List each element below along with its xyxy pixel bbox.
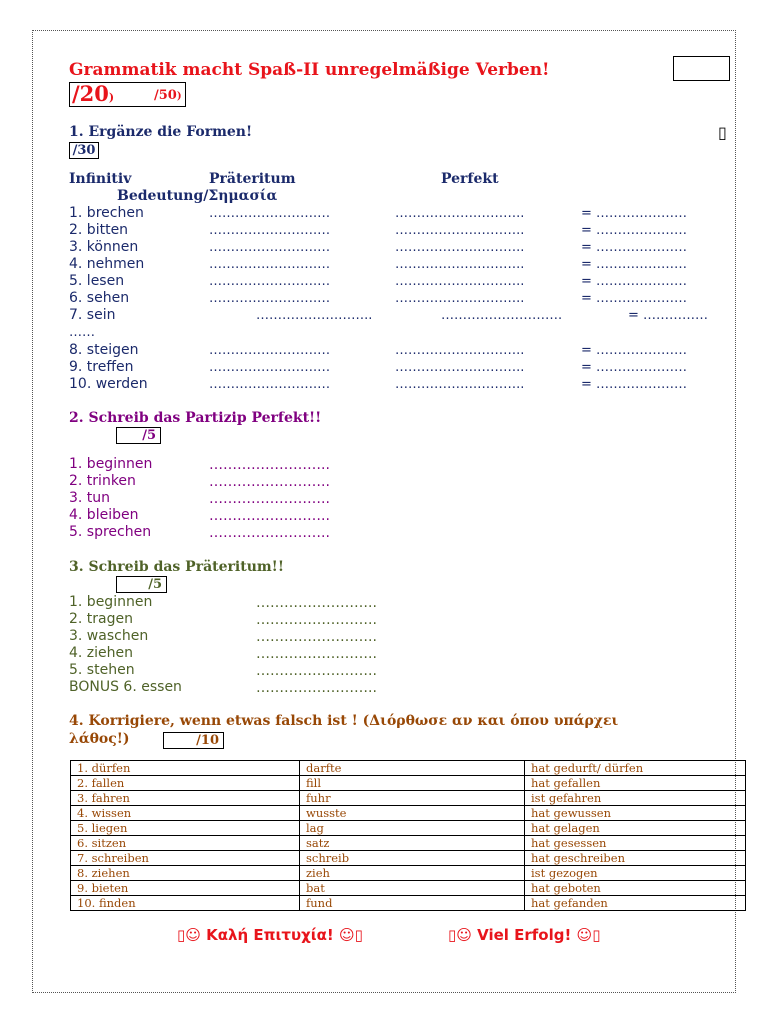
table-cell[interactable]: wusste <box>300 806 525 821</box>
score-small: /50) <box>154 88 182 103</box>
answer-field[interactable]: …………………….… <box>209 291 331 306</box>
verb-label: 2. tragen <box>69 611 134 627</box>
section3-heading: 3. Schreib das Präteritum!! <box>69 559 284 575</box>
table-cell[interactable]: darfte <box>300 761 525 776</box>
answer-field[interactable]: ……………….……….. <box>395 343 525 358</box>
total-score-box <box>69 82 186 107</box>
answer-field[interactable]: …………………….. <box>209 474 330 490</box>
answer-field[interactable]: = ………………… <box>581 257 688 272</box>
answer-field[interactable]: ……………….…….. <box>256 308 373 323</box>
answer-field[interactable]: ……………….……….. <box>395 360 525 375</box>
answer-field[interactable]: …………………….… <box>209 343 331 358</box>
verb-label: 5. sprechen <box>69 524 152 540</box>
answer-field[interactable]: …………………….… <box>209 257 331 272</box>
table-row <box>71 896 746 911</box>
table-cell[interactable]: 5. liegen <box>71 821 300 836</box>
answer-field[interactable]: …… <box>69 325 95 340</box>
table-cell[interactable]: satz <box>300 836 525 851</box>
footer-greek: ▯☺ Καλή Επιτυχία! ☺▯ <box>177 926 363 944</box>
table-cell[interactable]: 2. fallen <box>71 776 300 791</box>
table-cell[interactable]: fund <box>300 896 525 911</box>
col-infinitiv: Infinitiv <box>69 171 132 187</box>
answer-field[interactable]: ……………….……….. <box>395 291 525 306</box>
answer-field[interactable]: = ………………… <box>581 206 688 221</box>
answer-field[interactable]: …………………….. <box>256 663 377 679</box>
table-row <box>71 806 746 821</box>
verb-sein: 7. sein <box>69 307 116 323</box>
section2-heading: 2. Schreib das Partizip Perfekt!! <box>69 410 322 426</box>
name-box[interactable] <box>673 56 730 81</box>
table-cell[interactable]: hat geschreiben <box>525 851 746 866</box>
answer-field[interactable]: …………………….. <box>256 629 377 645</box>
table-cell[interactable]: hat gefallen <box>525 776 746 791</box>
answer-field[interactable]: …………………….… <box>209 274 331 289</box>
answer-field[interactable]: …………………….. <box>209 491 330 507</box>
answer-field[interactable]: = ………………… <box>581 223 688 238</box>
table-row <box>71 866 746 881</box>
answer-field[interactable]: …………………….… <box>209 360 331 375</box>
table-row <box>71 881 746 896</box>
answer-field[interactable]: …………………….. <box>209 525 330 541</box>
col-bedeutung: Bedeutung/Σημασία <box>117 188 278 204</box>
answer-field[interactable]: …………………….. <box>256 595 377 611</box>
section4-heading-line1: 4. Korrigiere, wenn etwas falsch ist ! (Διόρθωσε αν και όπου υπάρχει <box>69 713 619 729</box>
section1-points: /30 <box>69 142 99 159</box>
table-cell[interactable]: bat <box>300 881 525 896</box>
page-title: Grammatik macht Spaß-II unregelmäßige Verben! <box>69 60 550 80</box>
table-row <box>71 821 746 836</box>
verb-label: 8. steigen <box>69 342 139 358</box>
table-cell[interactable]: 10. finden <box>71 896 300 911</box>
answer-field[interactable]: ……………….……….. <box>395 377 525 392</box>
table-row <box>71 836 746 851</box>
verb-label: 4. ziehen <box>69 645 134 661</box>
missing-glyph-icon: ▯ <box>718 123 727 142</box>
col-perfekt: Perfekt <box>441 171 499 187</box>
verb-label: 3. tun <box>69 490 111 506</box>
answer-field[interactable]: ……………….……….. <box>395 223 525 238</box>
answer-field[interactable]: …………………….… <box>209 206 331 221</box>
verb-label: 5. lesen <box>69 273 125 289</box>
table-cell[interactable]: 3. fahren <box>71 791 300 806</box>
table-cell[interactable]: fuhr <box>300 791 525 806</box>
table-cell[interactable]: hat gelagen <box>525 821 746 836</box>
col-praeteritum: Präteritum <box>209 171 296 187</box>
table-cell[interactable]: hat geboten <box>525 881 746 896</box>
answer-field[interactable]: …………………….… <box>209 223 331 238</box>
answer-field[interactable]: ……………….……….. <box>395 257 525 272</box>
verb-label: 3. waschen <box>69 628 149 644</box>
verb-label: 6. sehen <box>69 290 130 306</box>
answer-field[interactable]: …………………….. <box>256 612 377 628</box>
answer-field[interactable]: …………………….. <box>209 508 330 524</box>
table-cell[interactable]: 1. dürfen <box>71 761 300 776</box>
table-row <box>71 776 746 791</box>
table-cell[interactable]: hat gedurft/ dürfen <box>525 761 746 776</box>
table-cell[interactable]: hat gewussen <box>525 806 746 821</box>
answer-field[interactable]: …………………….. <box>256 646 377 662</box>
table-cell[interactable]: ist gefahren <box>525 791 746 806</box>
table-row <box>71 761 746 776</box>
verb-label: 4. bleiben <box>69 507 139 523</box>
section1-heading: 1. Ergänze die Formen! <box>69 124 253 140</box>
table-cell[interactable]: schreib <box>300 851 525 866</box>
section3-points: /5 <box>116 576 167 593</box>
table-cell[interactable]: 4. wissen <box>71 806 300 821</box>
table-row <box>71 791 746 806</box>
verb-label: 4. nehmen <box>69 256 145 272</box>
table-cell[interactable]: fill <box>300 776 525 791</box>
verb-label: 3. können <box>69 239 139 255</box>
table-cell[interactable]: ist gezogen <box>525 866 746 881</box>
footer-german: ▯☺ Viel Erfolg! ☺▯ <box>448 926 601 944</box>
answer-field[interactable]: = …………… <box>628 308 709 323</box>
answer-field[interactable]: ……………….……….. <box>395 274 525 289</box>
table-cell[interactable]: hat gefanden <box>525 896 746 911</box>
table-row <box>71 851 746 866</box>
table-cell[interactable]: 7. schreiben <box>71 851 300 866</box>
verb-label: 2. bitten <box>69 222 129 238</box>
answer-field[interactable]: ……………….……….. <box>395 206 525 221</box>
answer-field[interactable]: = ………………… <box>581 291 688 306</box>
verb-label: 10. werden <box>69 376 148 392</box>
answer-field[interactable]: = ………………… <box>581 274 688 289</box>
verb-label: 1. brechen <box>69 205 144 221</box>
table-cell[interactable]: hat gesessen <box>525 836 746 851</box>
answer-field[interactable]: = ………………… <box>581 240 688 255</box>
verb-label: 9. treffen <box>69 359 134 375</box>
answer-field[interactable]: = ………………… <box>581 343 688 358</box>
answer-field[interactable]: …………………….. <box>209 457 330 473</box>
answer-field[interactable]: ……………….……….. <box>395 240 525 255</box>
correction-table <box>70 760 746 911</box>
answer-field[interactable]: ………………………. <box>441 308 563 323</box>
answer-field[interactable]: = ………………… <box>581 377 688 392</box>
verb-label: BONUS 6. essen <box>69 679 182 695</box>
answer-field[interactable]: = ………………… <box>581 360 688 375</box>
verb-label: 1. beginnen <box>69 456 153 472</box>
verb-label: 2. trinken <box>69 473 136 489</box>
table-cell[interactable]: 6. sitzen <box>71 836 300 851</box>
answer-field[interactable]: …………………….… <box>209 240 331 255</box>
answer-field[interactable]: …………………….… <box>209 377 331 392</box>
table-cell[interactable]: zieh <box>300 866 525 881</box>
score-big: /20) <box>72 81 115 106</box>
section2-points: /5 <box>116 427 161 444</box>
table-cell[interactable]: lag <box>300 821 525 836</box>
section4-points: /10 <box>163 732 224 749</box>
table-cell[interactable]: 8. ziehen <box>71 866 300 881</box>
verb-label: 1. beginnen <box>69 594 153 610</box>
table-cell[interactable]: 9. bieten <box>71 881 300 896</box>
verb-label: 5. stehen <box>69 662 135 678</box>
section4-heading-line2: λάθος!) <box>69 731 130 747</box>
answer-field[interactable]: …………………….. <box>256 680 377 696</box>
